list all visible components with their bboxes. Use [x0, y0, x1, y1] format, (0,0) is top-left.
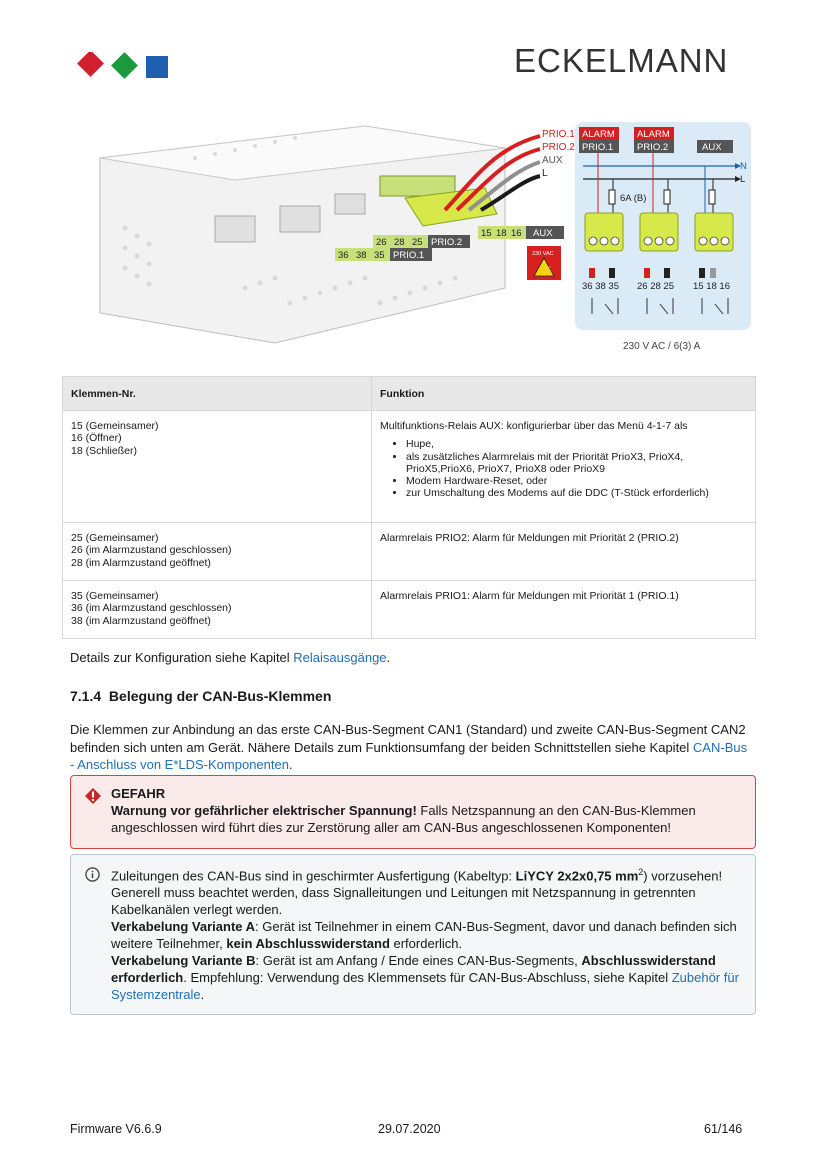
svg-text:38: 38 [356, 250, 367, 261]
svg-text:ALARM: ALARM [582, 129, 615, 140]
prio1-terminal-tag [335, 248, 432, 261]
table-row [63, 581, 756, 639]
column-header-function: Funktion [372, 377, 756, 411]
terminal-cell: 25 (Gemeinsamer) 26 (im Alarmzustand geschlossen) 28 (im Alarmzustand geöffnet) [63, 523, 372, 581]
function-cell: Alarmrelais PRIO1: Alarm für Meldungen mit Priorität 1 (PRIO.1) [372, 581, 756, 639]
list-item: • Hupe, [406, 438, 747, 450]
footer-page-number: 61/146 [704, 1122, 743, 1136]
section-heading [70, 688, 331, 704]
danger-title: GEFAHR [111, 786, 166, 801]
list-item: • als zusätzliches Alarmrelais mit der Priorität PrioX3, PrioX4, PrioX5,PrioX6, PrioX7, PrioX8 oder PrioX9 [406, 451, 747, 476]
terminal-cell: 35 (Gemeinsamer) 36 (im Alarmzustand geschlossen) 38 (im Alarmzustand geöffnet) [63, 581, 372, 639]
svg-text:PRIO.2: PRIO.2 [431, 237, 463, 248]
danger-notice [70, 775, 756, 849]
relay1-terminals: 36 38 35 [582, 281, 619, 292]
function-cell: Alarmrelais PRIO2: Alarm für Meldungen mit Priorität 2 (PRIO.2) [372, 523, 756, 581]
svg-text:16: 16 [511, 228, 522, 239]
info-notice [70, 854, 756, 1015]
svg-text:25: 25 [412, 237, 423, 248]
relay-rating: 230 V AC / 6(3) A [623, 341, 701, 352]
svg-text:15: 15 [481, 228, 492, 239]
company-logo [75, 52, 170, 80]
list-item: • zur Umschaltung des Modems auf die DDC (T-Stück erforderlich) [406, 487, 747, 499]
wire-label-l: L [542, 168, 548, 179]
function-cell: Multifunktions-Relais AUX: konfigurierbar über das Menü 4-1-7 als • Hupe, • als zusätzliches Alarmrelais mit der Priorität PrioX3, PrioX4, PrioX5,PrioX6, PrioX7, PrioX8 oder PrioX9 • Modem Hardware-Reset, oder • zur Umschaltung des Modems auf die DDC (T-Stück erforderlich) [372, 411, 756, 523]
footer-firmware: Firmware V6.6.9 [70, 1122, 162, 1136]
link-can-bus-anschluss[interactable]: CAN-Bus - Anschluss von E*LDS-Komponenten [70, 739, 748, 772]
svg-text:AUX: AUX [702, 142, 722, 153]
svg-text:PRIO.1: PRIO.1 [393, 250, 425, 261]
svg-text:6A (B): 6A (B) [620, 193, 647, 204]
svg-text:L: L [740, 174, 746, 185]
wire-label-aux: AUX [542, 155, 563, 166]
device-illustration [100, 126, 505, 343]
section-title: Belegung der CAN-Bus-Klemmen [108, 688, 332, 704]
column-header-terminals: Klemmen-Nr. [63, 377, 372, 411]
logo-red-square [77, 52, 104, 77]
svg-text:36: 36 [338, 250, 349, 261]
details-paragraph: Details zur Konfiguration siehe Kapitel Relaisausgänge. [70, 650, 391, 665]
svg-text:PRIO.2: PRIO.2 [637, 142, 669, 153]
relay-wiring-figure [85, 118, 755, 363]
brand-name: ECKELMANN [514, 42, 729, 79]
prio2-terminal-tag [373, 235, 470, 248]
danger-text: GEFAHR Warnung vor gefährlicher elektrischer Spannung! Falls Netzspannung an den CAN-Bus-Klemmen angeschlossen wird führt dies zur Zerstörung aller am CAN-Bus angeschlossenen Komponenten! [111, 785, 741, 836]
aux-terminal-tag [478, 226, 564, 239]
svg-text:18: 18 [496, 228, 507, 239]
intro-paragraph: Die Klemmen zur Anbindung an das erste CAN-Bus-Segment CAN1 (Standard) und zweite CAN-Bus-Segment CAN2 befinden sich unten am Gerät. Nähere Details zum Funktionsumfang der beiden Schnittstellen siehe Kapitel CAN-Bus - Anschluss von E*LDS-Komponenten. [70, 722, 748, 772]
relay2-terminals: 26 28 25 [637, 281, 674, 292]
terminal-function-table [62, 376, 756, 639]
table-row [63, 523, 756, 581]
svg-text:PRIO.1: PRIO.1 [582, 142, 614, 153]
high-voltage-warning-sign [527, 246, 561, 280]
relay3-terminals: 15 18 16 [693, 281, 730, 292]
section-number: 7.1.4 [70, 688, 102, 704]
link-relaisausgaenge[interactable]: Relaisausgänge [293, 650, 387, 665]
aux-options-list [380, 438, 747, 499]
svg-text:ALARM: ALARM [637, 129, 670, 140]
danger-icon [85, 788, 101, 804]
svg-text:AUX: AUX [533, 228, 553, 239]
info-icon [85, 867, 100, 882]
list-item: • Modem Hardware-Reset, oder [406, 475, 747, 487]
svg-text:26: 26 [376, 237, 387, 248]
svg-text:28: 28 [394, 237, 405, 248]
logo-green-square [111, 52, 138, 79]
svg-text:35: 35 [374, 250, 385, 261]
table-row [63, 411, 756, 523]
table-header-row [63, 377, 756, 411]
info-text: Zuleitungen des CAN-Bus sind in geschirmter Ausfertigung (Kabeltyp: LiYCY 2x2x0,75 $mm^2$) vorzusehen! Generell muss beachtet werden, dass Signalleitungen und Leitungen mit Netzspannung in getrennten Kabelkanälen verlegt werden. Verkabelung Variante A: Gerät ist Teilnehmer in einem CAN-Bus-Segment, davor und danach befinden sich weitere Teilnehmer, kein Abschlusswiderstand erforderlich. Verkabelung Variante B: Gerät ist am Anfang / Ende eines CAN-Bus-Segments, Abschlusswiderstand erforderlich. Empfehlung: Verwendung des Klemmensets für CAN-Bus-Abschluss, siehe Kapitel Zubehör für Systemzentrale. [111, 867, 739, 1003]
relay-schematic [575, 122, 751, 330]
wire-label-prio2: PRIO.2 [542, 142, 575, 153]
logo-blue-square [146, 56, 168, 78]
svg-text:230 VAC: 230 VAC [532, 251, 554, 257]
svg-text:N: N [740, 161, 747, 172]
svg-text:⚡: ⚡ [542, 266, 554, 276]
terminal-cell: 15 (Gemeinsamer) 16 (Öffner) 18 (Schließer) [63, 411, 372, 523]
footer-date: 29.07.2020 [378, 1122, 441, 1136]
wire-label-prio1: PRIO.1 [542, 129, 575, 140]
link-zubehoer-systemzentrale[interactable]: Zubehör für Systemzentrale [111, 970, 739, 1003]
